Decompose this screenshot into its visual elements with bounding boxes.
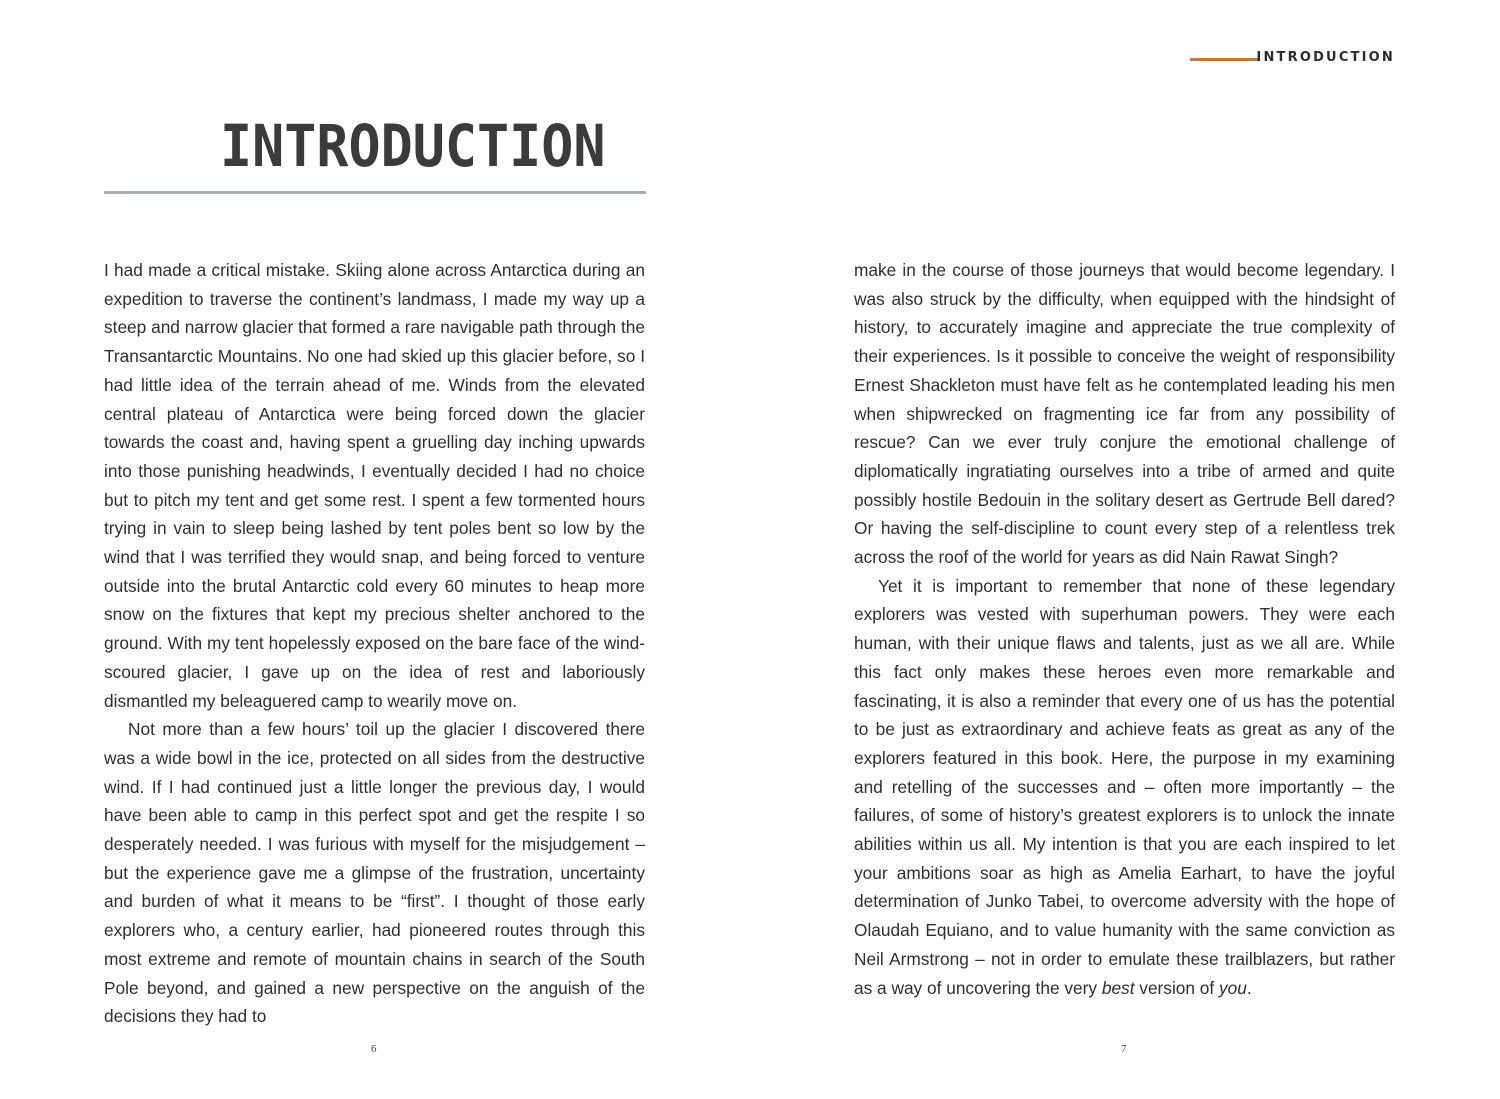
right-paragraph-2-text: Yet it is important to remember that none of these legendary explorers was vested with superhuman powers. They were each human, with their unique flaws and talents, just as we all are. While this fact only makes these heroes even more remarkable and fascinating, it is also a reminder that every one of us has the potential to be just as extraordinary and achieve feats as great as any of the explorers featured in this book. Here, the purpose in my examining and retelling of the successes and – often more importantly – the failures, of some of history’s greatest explorers is to unlock the innate abilities within us all. My intention is that you are each inspired to let your ambitions soar as high as Amelia Earhart, to have the joyful determination of Junko Tabei, to overcome adversity with the hope of Olaudah Equiano, and to value humanity with the same conviction as Neil Armstrong – not in order to emulate these trailblazers, but rather as a way of uncovering the very xyxy=(854,575,1395,998)
right-paragraph-2-end: . xyxy=(1246,977,1252,998)
right-paragraph-2 xyxy=(854,572,1395,1003)
right-paragraph-2-middle: version of xyxy=(1134,977,1220,998)
right-page-text xyxy=(854,256,1395,1002)
chapter-title: INTRODUCTION xyxy=(220,112,606,180)
left-paragraph-2: Not more than a few hours’ toil up the glacier I discovered there was a wide bowl in the ice, protected on all sides from the destructive wind. If I had continued just a little longer the previous day, I would have been able to camp in this perfect spot and get the respite I so desperately needed. I was furious with myself for the misjudgement – but the experience gave me a glimpse of the frustration, uncertainty and burden of what it means to be “first”. I thought of those early explorers who, a century earlier, had pioneered routes through this most extreme and remote of mountain chains in search of the South Pole beyond, and gained a new perspective on the anguish of the decisions they had to xyxy=(104,719,645,1027)
emphasis-best: best xyxy=(1101,977,1135,998)
running-head-title: INTRODUCTION xyxy=(1256,50,1395,65)
chapter-title-rule xyxy=(104,191,646,194)
running-head xyxy=(1190,50,1400,70)
right-paragraph-1: make in the course of those journeys that would become legendary. I was also struck by the difficulty, when equipped with the hindsight of history, to accurately imagine and appreciate the true complexity of their experiences. Is it possible to conceive the weight of responsibility Ernest Shackleton must have felt as he contemplated leading his men when shipwrecked on fragmenting ice far from any possibility of rescue? Can we ever truly conjure the emotional challenge of diplomatically ingratiating ourselves into a tribe of armed and quite possibly hostile Bedouin in the solitary desert as Gertrude Bell dared? Or having the self-discipline to count every step of a relentless trek across the roof of the world for years as did Nain Rawat Singh? xyxy=(854,260,1395,568)
page-number-right: 7 xyxy=(1121,1043,1127,1055)
left-page-text xyxy=(104,256,645,1031)
emphasis-you: you xyxy=(1219,977,1247,998)
page-number-left: 6 xyxy=(371,1043,377,1055)
left-paragraph-1: I had made a critical mistake. Skiing alone across Antarctica during an expedition to traverse the continent’s landmass, I made my way up a steep and narrow glacier that formed a rare navigable path through the Transantarctic Mountains. No one had skied up this glacier before, so I had little idea of the terrain ahead of me. Winds from the elevated central plateau of Antarctica were being forced down the glacier towards the coast and, having spent a gruelling day inching upwards into those punishing headwinds, I eventually decided I had no choice but to pitch my tent and get some rest. I spent a few tormented hours trying in vain to sleep being lashed by tent poles bent so low by the wind that I was terrified they would snap, and being forced to venture outside into the brutal Antarctic cold every 60 minutes to heap more snow on the fixtures that kept my precious shelter anchored to the ground. With my tent hopelessly exposed on the bare face of the wind-scoured glacier, I gave up on the idea of rest and laboriously dismantled my beleaguered camp to wearily move on. xyxy=(104,260,645,711)
running-head-accent-rule xyxy=(1190,58,1258,61)
